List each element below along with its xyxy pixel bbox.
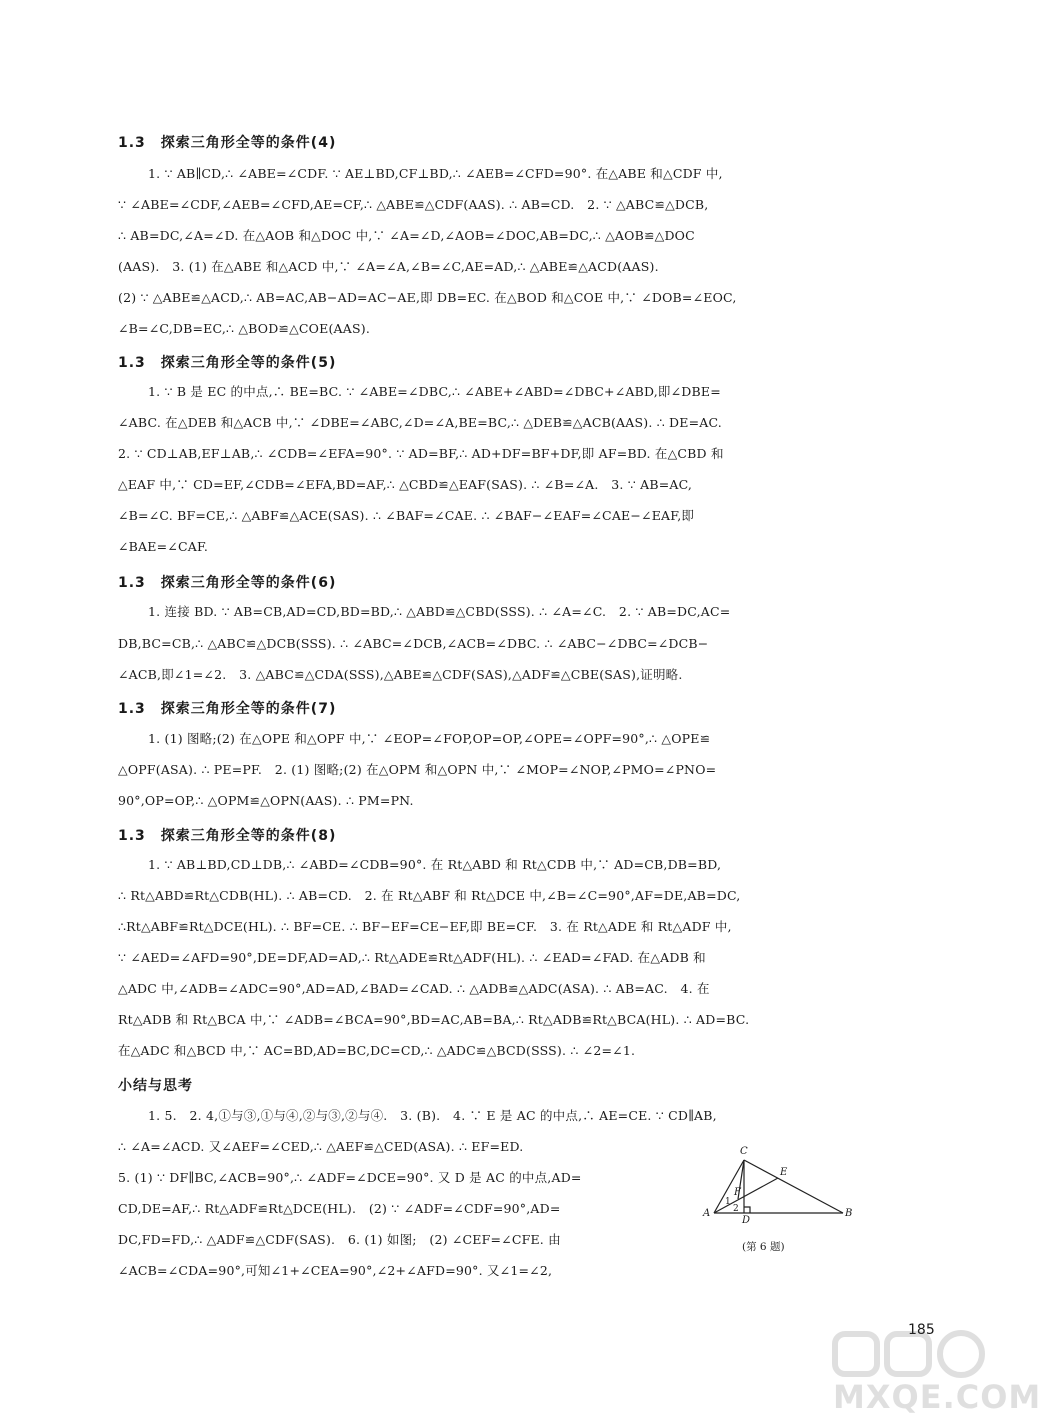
vertex-b-label: B (845, 1208, 853, 1219)
page-number: 185 (908, 1322, 935, 1338)
text-line: 在△ADC 和△BCD 中,∵ AC=BD,AD=BC,DC=CD,∴ △ADC≌△BCD(SSS). ∴ ∠2=∠1. (118, 1043, 636, 1058)
angle-1-label: 1 (725, 1197, 731, 1207)
text-line: (AAS). 3. (1) 在△ABE 和△ACD 中,∵ ∠A=∠A,∠B=∠C,AE=AD,∴ △ABE≌△ACD(AAS). (118, 259, 659, 274)
text-line: △EAF 中,∵ CD=EF,∠CDB=∠EFA,BD=AF,∴ △CBD≌△EAF(SAS). ∴ ∠B=∠A. 3. ∵ AB=AC, (118, 477, 693, 492)
text-line: ∠ABC. 在△DEB 和△ACB 中,∵ ∠DBE=∠ABC,∠D=∠A,BE=BC,∴ △DEB≌△ACB(AAS). ∴ DE=AC. (118, 415, 722, 430)
section-heading: 小结与思考 (118, 1078, 193, 1094)
section-heading: 1.3 探索三角形全等的条件(6) (118, 575, 337, 591)
triangle-figure (700, 1145, 860, 1265)
text-line: 2. ∵ CD⊥AB,EF⊥AB,∴ ∠CDB=∠EFA=90°. ∵ AD=BF,∴ AD+DF=BF+DF,即 AF=BD. 在△CBD 和 (118, 446, 724, 461)
text-line: 1. ∵ B 是 EC 的中点,∴ BE=BC. ∵ ∠ABE=∠DBC,∴ ∠ABE+∠ABD=∠DBC+∠ABD,即∠DBE= (148, 384, 721, 399)
text-line: ∠B=∠C. BF=CE,∴ △ABF≌△ACE(SAS). ∴ ∠BAF=∠CAE. ∴ ∠BAF−∠EAF=∠CAE−∠EAF,即 (118, 508, 695, 523)
text-line: ∠ACB=∠CDA=90°,可知∠1+∠CEA=90°,∠2+∠AFD=90°. 又∠1=∠2, (118, 1263, 553, 1278)
text-line: ∵ ∠AED=∠AFD=90°,DE=DF,AD=AD,∴ Rt△ADE≌Rt△ADF(HL). ∴ ∠EAD=∠FAD. 在△ADB 和 (118, 950, 706, 965)
text-line: 1. (1) 图略;(2) 在△OPE 和△OPF 中,∵ ∠EOP=∠FOP,OP=OP,∠OPE=∠OPF=90°,∴ △OPE≌ (148, 731, 711, 746)
text-line: ∠BAE=∠CAF. (118, 539, 209, 554)
watermark-logo-icon (825, 1328, 995, 1383)
text-line: DB,BC=CB,∴ △ABC≌△DCB(SSS). ∴ ∠ABC=∠DCB,∠ACB=∠DBC. ∴ ∠ABC−∠DBC=∠DCB− (118, 636, 709, 651)
vertex-d-label: D (742, 1215, 751, 1226)
text-line: (2) ∵ △ABE≌△ACD,∴ AB=AC,AB−AD=AC−AE,即 DB=EC. 在△BOD 和△COE 中,∵ ∠DOB=∠EOC, (118, 290, 737, 305)
text-line: ∴ Rt△ABD≌Rt△CDB(HL). ∴ AB=CD. 2. 在 Rt△ABF 和 Rt△DCE 中,∠B=∠C=90°,AF=DE,AB=DC, (118, 888, 741, 903)
text-line: △OPF(ASA). ∴ PE=PF. 2. (1) 图略;(2) 在△OPM 和△OPN 中,∵ ∠MOP=∠NOP,∠PMO=∠PNO= (118, 762, 717, 777)
text-line: 1. ∵ AB∥CD,∴ ∠ABE=∠CDF. ∵ AE⊥BD,CF⊥BD,∴ ∠AEB=∠CFD=90°. 在△ABE 和△CDF 中, (148, 166, 723, 181)
text-line: ∴ AB=DC,∠A=∠D. 在△AOB 和△DOC 中,∵ ∠A=∠D,∠AOB=∠DOC,AB=DC,∴ △AOB≌△DOC (118, 228, 695, 243)
section-heading: 1.3 探索三角形全等的条件(8) (118, 828, 337, 844)
watermark-logo (825, 1328, 1041, 1418)
vertex-a-label: A (703, 1208, 711, 1219)
triangle-diagram (700, 1145, 860, 1240)
text-line: 5. (1) ∵ DF∥BC,∠ACB=90°,∴ ∠ADF=∠DCE=90°. 又 D 是 AC 的中点,AD= (118, 1170, 582, 1185)
section-heading: 1.3 探索三角形全等的条件(4) (118, 135, 337, 151)
text-line: ∠B=∠C,DB=EC,∴ △BOD≌△COE(AAS). (118, 321, 370, 336)
text-line: DC,FD=FD,∴ △ADF≌△CDF(SAS). 6. (1) 如图; (2) ∠CEF=∠CFE. 由 (118, 1232, 561, 1247)
vertex-c-label: C (740, 1146, 748, 1157)
text-line: Rt△ADB 和 Rt△BCA 中,∵ ∠ADB=∠BCA=90°,BD=AC,AB=BA,∴ Rt△ADB≌Rt△BCA(HL). ∴ AD=BC. (118, 1012, 750, 1027)
text-line: ∴ ∠A=∠ACD. 又∠AEF=∠CED,∴ △AEF≌△CED(ASA). ∴ EF=ED. (118, 1139, 524, 1154)
text-line: 1. ∵ AB⊥BD,CD⊥DB,∴ ∠ABD=∠CDB=90°. 在 Rt△ABD 和 Rt△CDB 中,∵ AD=CB,DB=BD, (148, 857, 722, 872)
figure-caption: (第 6 题) (742, 1241, 785, 1253)
section-heading: 1.3 探索三角形全等的条件(5) (118, 355, 337, 371)
text-line: ∴Rt△ABF≌Rt△DCE(HL). ∴ BF=CE. ∴ BF−EF=CE−EF,即 BE=CF. 3. 在 Rt△ADE 和 Rt△ADF 中, (118, 919, 732, 934)
text-line: 1. 5. 2. 4,①与③,①与④,②与③,②与④. 3. (B). 4. ∵ E 是 AC 的中点,∴ AE=CE. ∵ CD∥AB, (148, 1108, 717, 1123)
watermark-text: MXQE.COM (833, 1378, 1041, 1416)
angle-2-label: 2 (733, 1204, 739, 1214)
text-line: CD,DE=AF,∴ Rt△ADF≌Rt△DCE(HL). (2) ∵ ∠ADF=∠CDF=90°,AD= (118, 1201, 561, 1216)
vertex-f-label: F (734, 1187, 741, 1198)
section-heading: 1.3 探索三角形全等的条件(7) (118, 701, 337, 717)
text-line: ∵ ∠ABE=∠CDF,∠AEB=∠CFD,AE=CF,∴ △ABE≌△CDF(AAS). ∴ AB=CD. 2. ∵ △ABC≌△DCB, (118, 197, 709, 212)
text-line: ∠ACB,即∠1=∠2. 3. △ABC≌△CDA(SSS),△ABE≌△CDF(SAS),△ADF≌△CBE(SAS),证明略. (118, 667, 683, 682)
text-line: 90°,OP=OP,∴ △OPM≌△OPN(AAS). ∴ PM=PN. (118, 793, 414, 808)
text-line: △ADC 中,∠ADB=∠ADC=90°,AD=AD,∠BAD=∠CAD. ∴ △ADB≌△ADC(ASA). ∴ AB=AC. 4. 在 (118, 981, 710, 996)
vertex-e-label: E (780, 1167, 788, 1178)
text-line: 1. 连接 BD. ∵ AB=CB,AD=CD,BD=BD,∴ △ABD≌△CBD(SSS). ∴ ∠A=∠C. 2. ∵ AB=DC,AC= (148, 604, 731, 619)
